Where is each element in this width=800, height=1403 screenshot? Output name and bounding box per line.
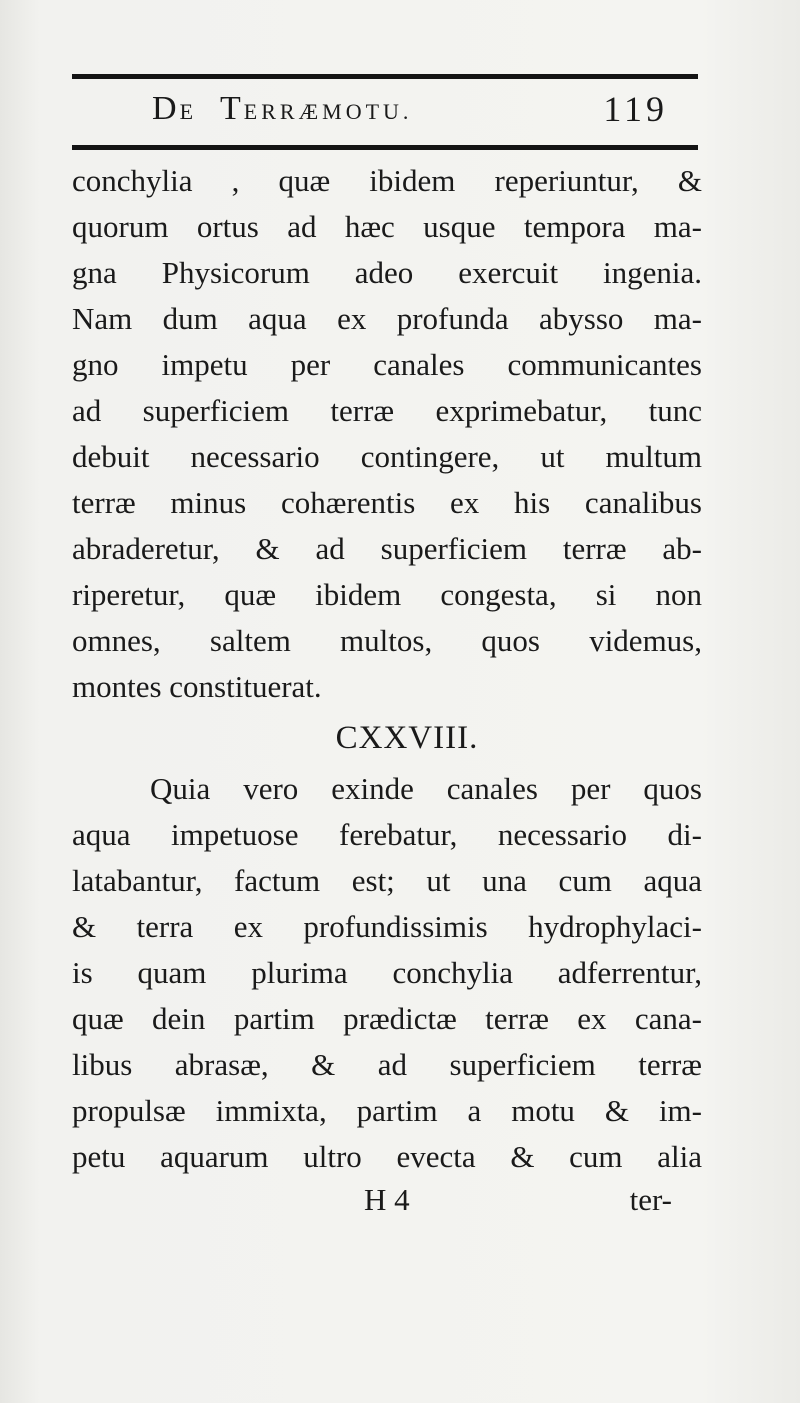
text-line: riperetur, quæ ibidem congesta, si non bbox=[72, 577, 702, 612]
text-line: & terra ex profundissimis hydrophylaci- bbox=[72, 909, 702, 944]
text-line: propulsæ immixta, partim a motu & im- bbox=[72, 1093, 702, 1128]
page-footer bbox=[72, 1178, 702, 1222]
running-head bbox=[72, 80, 698, 138]
text-line: gna Physicorum adeo exercuit ingenia. bbox=[72, 255, 702, 290]
text-line: abraderetur, & ad superficiem terræ ab- bbox=[72, 531, 702, 566]
body-text bbox=[72, 158, 702, 1180]
text-line: montes constituerat. bbox=[72, 669, 322, 704]
signature-mark: H 4 bbox=[364, 1182, 410, 1217]
paragraph-2 bbox=[72, 766, 702, 1180]
text-line: Quia vero exinde canales per quos bbox=[150, 771, 702, 806]
text-line: is quam plurima conchylia adferrentur, bbox=[72, 955, 702, 990]
text-line: gno impetu per canales communicantes bbox=[72, 347, 702, 382]
running-head-title: DE TERRÆMOTU. bbox=[152, 90, 413, 127]
section-heading: CXXVIII. bbox=[335, 720, 479, 756]
text-line: latabantur, factum est; ut una cum aqua bbox=[72, 863, 702, 898]
catchword: ter- bbox=[629, 1182, 672, 1217]
page-number: 119 bbox=[603, 89, 668, 129]
text-line: omnes, saltem multos, quos videmus, bbox=[72, 623, 702, 658]
text-line: petu aquarum ultro evecta & cum alia bbox=[72, 1139, 702, 1174]
header-rule-bottom bbox=[72, 145, 698, 150]
text-line: conchylia , quæ ibidem reperiuntur, & bbox=[72, 163, 702, 198]
text-line: quæ dein partim prædictæ terræ ex cana- bbox=[72, 1001, 702, 1036]
header-rule-top bbox=[72, 74, 698, 79]
text-line: terræ minus cohærentis ex his canalibus bbox=[72, 485, 702, 520]
text-line: quorum ortus ad hæc usque tempora ma- bbox=[72, 209, 702, 244]
text-line: libus abrasæ, & ad superficiem terræ bbox=[72, 1047, 702, 1082]
text-line: aqua impetuose ferebatur, necessario di- bbox=[72, 817, 702, 852]
text-line: ad superficiem terræ exprimebatur, tunc bbox=[72, 393, 702, 428]
text-line: Nam dum aqua ex profunda abysso ma- bbox=[72, 301, 702, 336]
paragraph-1 bbox=[72, 158, 702, 710]
text-line: debuit necessario contingere, ut multum bbox=[72, 439, 702, 474]
